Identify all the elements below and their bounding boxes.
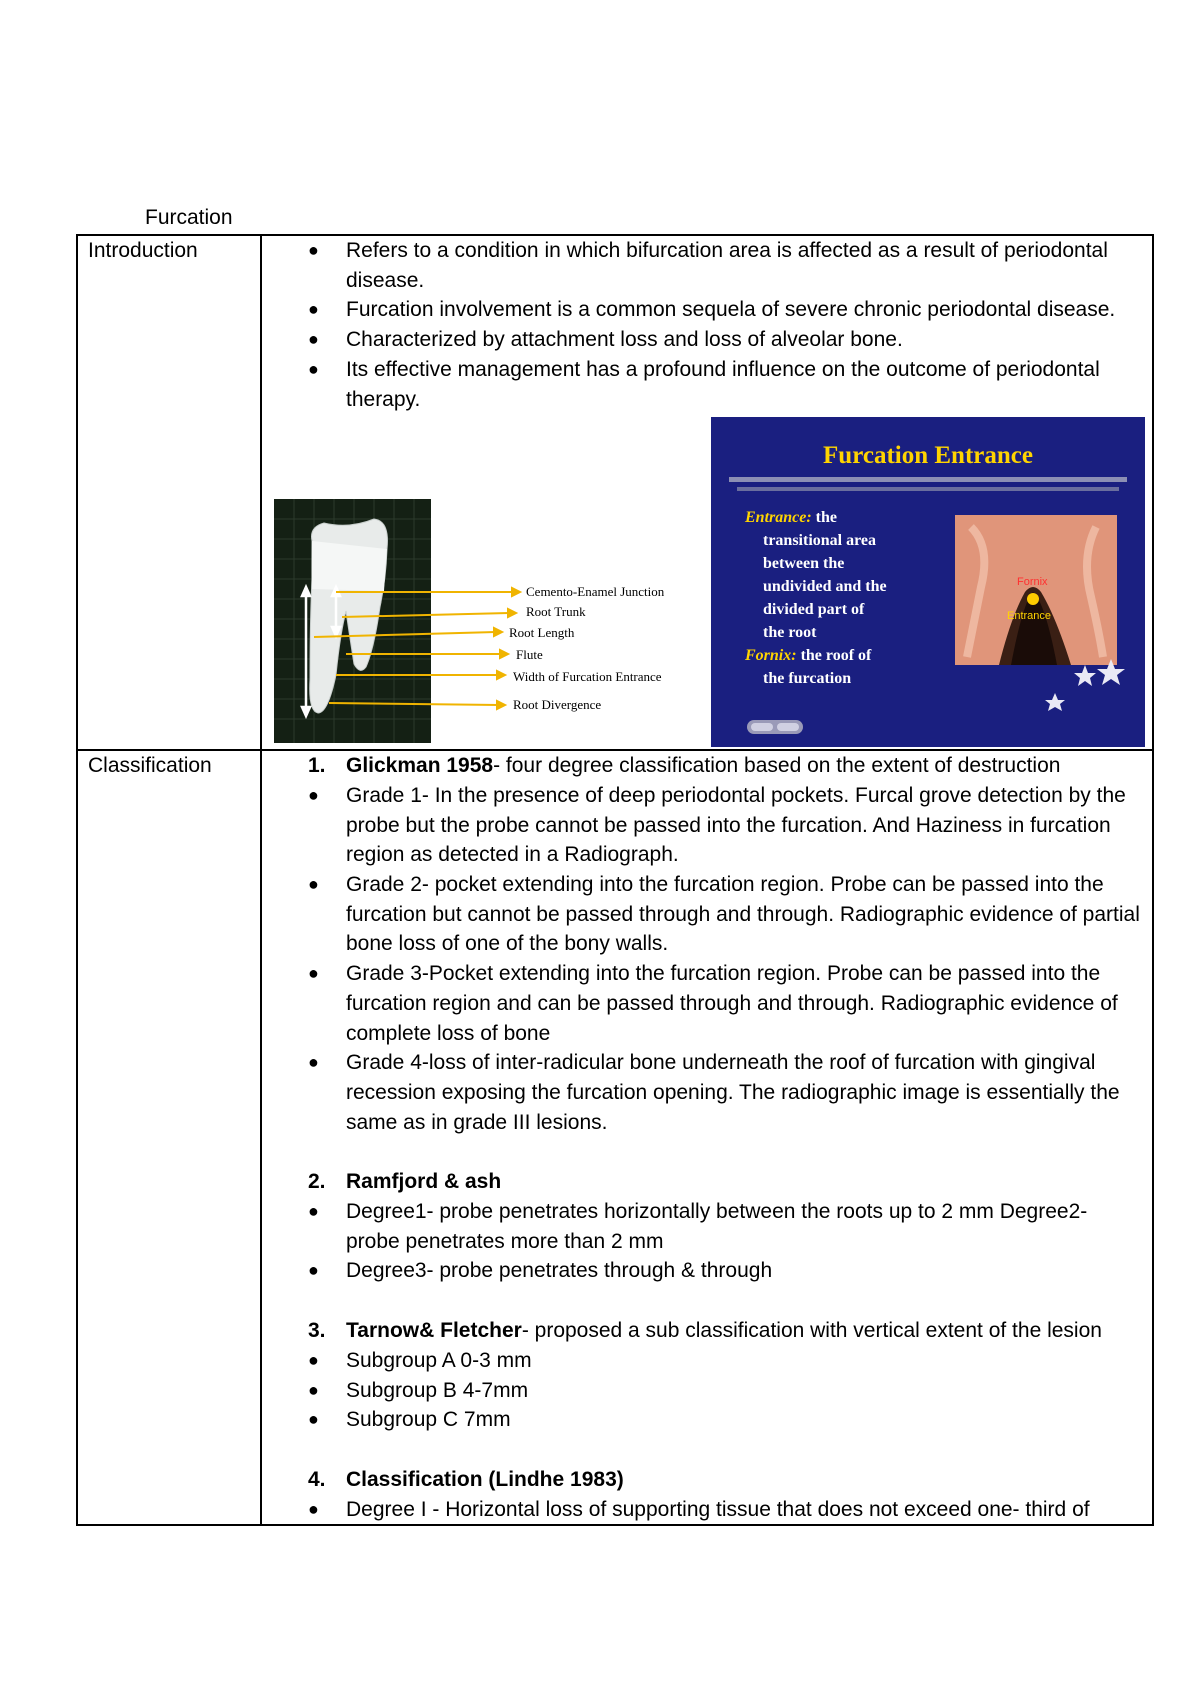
photo-entrance-label: Entrance [1007,610,1052,623]
bullet-icon: ● [308,874,319,895]
tooth-labels [509,584,665,712]
bullet-icon: ● [308,1052,319,1073]
list-item: ● Subgroup B 4-7mm [262,1376,1152,1406]
list-item: ● Its effective management has a profound influence on the outcome of periodontal therapy. [262,355,1152,414]
svg-text:undivided and the: undivided and the [763,578,887,596]
svg-text:Fornix:the roof of: Fornix: the roof of [745,647,872,665]
bullet-icon: ● [308,963,319,984]
cej-label: Cemento-Enamel Junction [526,584,665,600]
list-item: ● Subgroup C 7mm [262,1405,1152,1435]
slide-rule-top [729,477,1127,482]
list-item: ● Grade 1- In the presence of deep periodontal pockets. Furcal grove detection by the probe but the probe cannot be passed into the furcation. And Haziness in furcation region as detected in a Radiograph. [262,781,1152,870]
bullet-icon: ● [308,358,319,379]
introduction-label: Introduction [77,235,261,750]
list-item: ● Characterized by attachment loss and loss of alveolar bone. [262,325,1152,355]
list-item: ● Refers to a condition in which bifurcation area is affected as a result of periodontal disease. [262,236,1152,295]
svg-text:the furcation: the furcation [763,670,852,688]
list-item: ● Grade 2- pocket extending into the furcation region. Probe can be passed into the furcation but cannot be passed through and through. Radiographic evidence of partial bone loss of one of the bony walls. [262,870,1152,959]
bullet-icon: ● [308,1379,319,1400]
svg-text:the root: the root [763,624,817,642]
figures-area [262,414,1152,749]
list-item: ● Grade 4-loss of inter-radicular bone underneath the roof of furcation with gingival recession exposing the furcation opening. The radiographic image is essentially the same as in grade III lesions. [262,1048,1152,1137]
bullet-icon: ● [308,329,319,350]
flute-label: Flute [516,647,543,663]
classification-content [261,750,1153,1525]
bullet-icon: ● [308,1260,319,1281]
bullet-icon: ● [308,1201,319,1222]
svg-text:Entrance:the: Entrance: the [745,509,837,527]
svg-text:transitional area: transitional area [763,532,877,550]
svg-text:between the: between the [763,555,845,573]
root-divergence-label: Root Divergence [513,697,602,713]
introduction-content [261,235,1153,750]
list-item: ● Degree3- probe penetrates through & through [262,1256,1152,1286]
furcation-table [76,234,1154,1526]
classification-row [77,750,1153,1525]
list-item: ● Subgroup A 0-3 mm [262,1346,1152,1376]
list-item: 1. Glickman 1958- four degree classification based on the extent of destruction [308,754,1061,778]
introduction-bullets [262,236,1152,414]
slide-rule-bottom [737,487,1119,491]
tooth-crown [312,541,388,591]
bullet-icon: ● [308,784,319,805]
furcation-width-label: Width of Furcation Entrance [513,669,662,685]
bullet-icon: ● [308,1409,319,1430]
tooth-anatomy-figure [274,499,706,743]
list-item: 4. Classification (Lindhe 1983) [308,1467,624,1491]
bullet-icon: ● [308,240,319,260]
bullet-icon: ● [308,1498,319,1519]
document-title: Furcation [145,206,233,229]
furcation-entrance-slide [711,417,1145,747]
bullet-icon: ● [308,299,319,320]
list-item: ● Grade 3-Pocket extending into the furcation region. Probe can be passed into the furcation region and can be passed through and through. Radiographic evidence of complete loss of bone [262,959,1152,1048]
list-item: ● Degree I - Horizontal loss of supporting tissue that does not exceed one- third of [262,1495,1152,1525]
root-length-label: Root Length [509,625,575,641]
list-item: 2. Ramfjord & ash [308,1170,502,1194]
bullet-icon: ● [308,1349,319,1370]
list-item: ● Furcation involvement is a common sequela of severe chronic periodontal disease. [262,295,1152,325]
introduction-row [77,235,1153,750]
furcation-photo [955,515,1117,665]
svg-text:divided part of: divided part of [763,601,865,619]
classification-label: Classification [77,750,261,1525]
list-item: 3. Tarnow& Fletcher- proposed a sub classification with vertical extent of the lesion [308,1319,1102,1343]
slide-title: Furcation Entrance [823,442,1033,470]
root-trunk-label: Root Trunk [526,604,586,620]
photo-fornix-label: Fornix [1017,576,1048,589]
slide-nav-icon [747,720,803,734]
list-item: ● Degree1- probe penetrates horizontally between the roots up to 2 mm Degree2- probe penetrates more than 2 mm [262,1197,1152,1256]
